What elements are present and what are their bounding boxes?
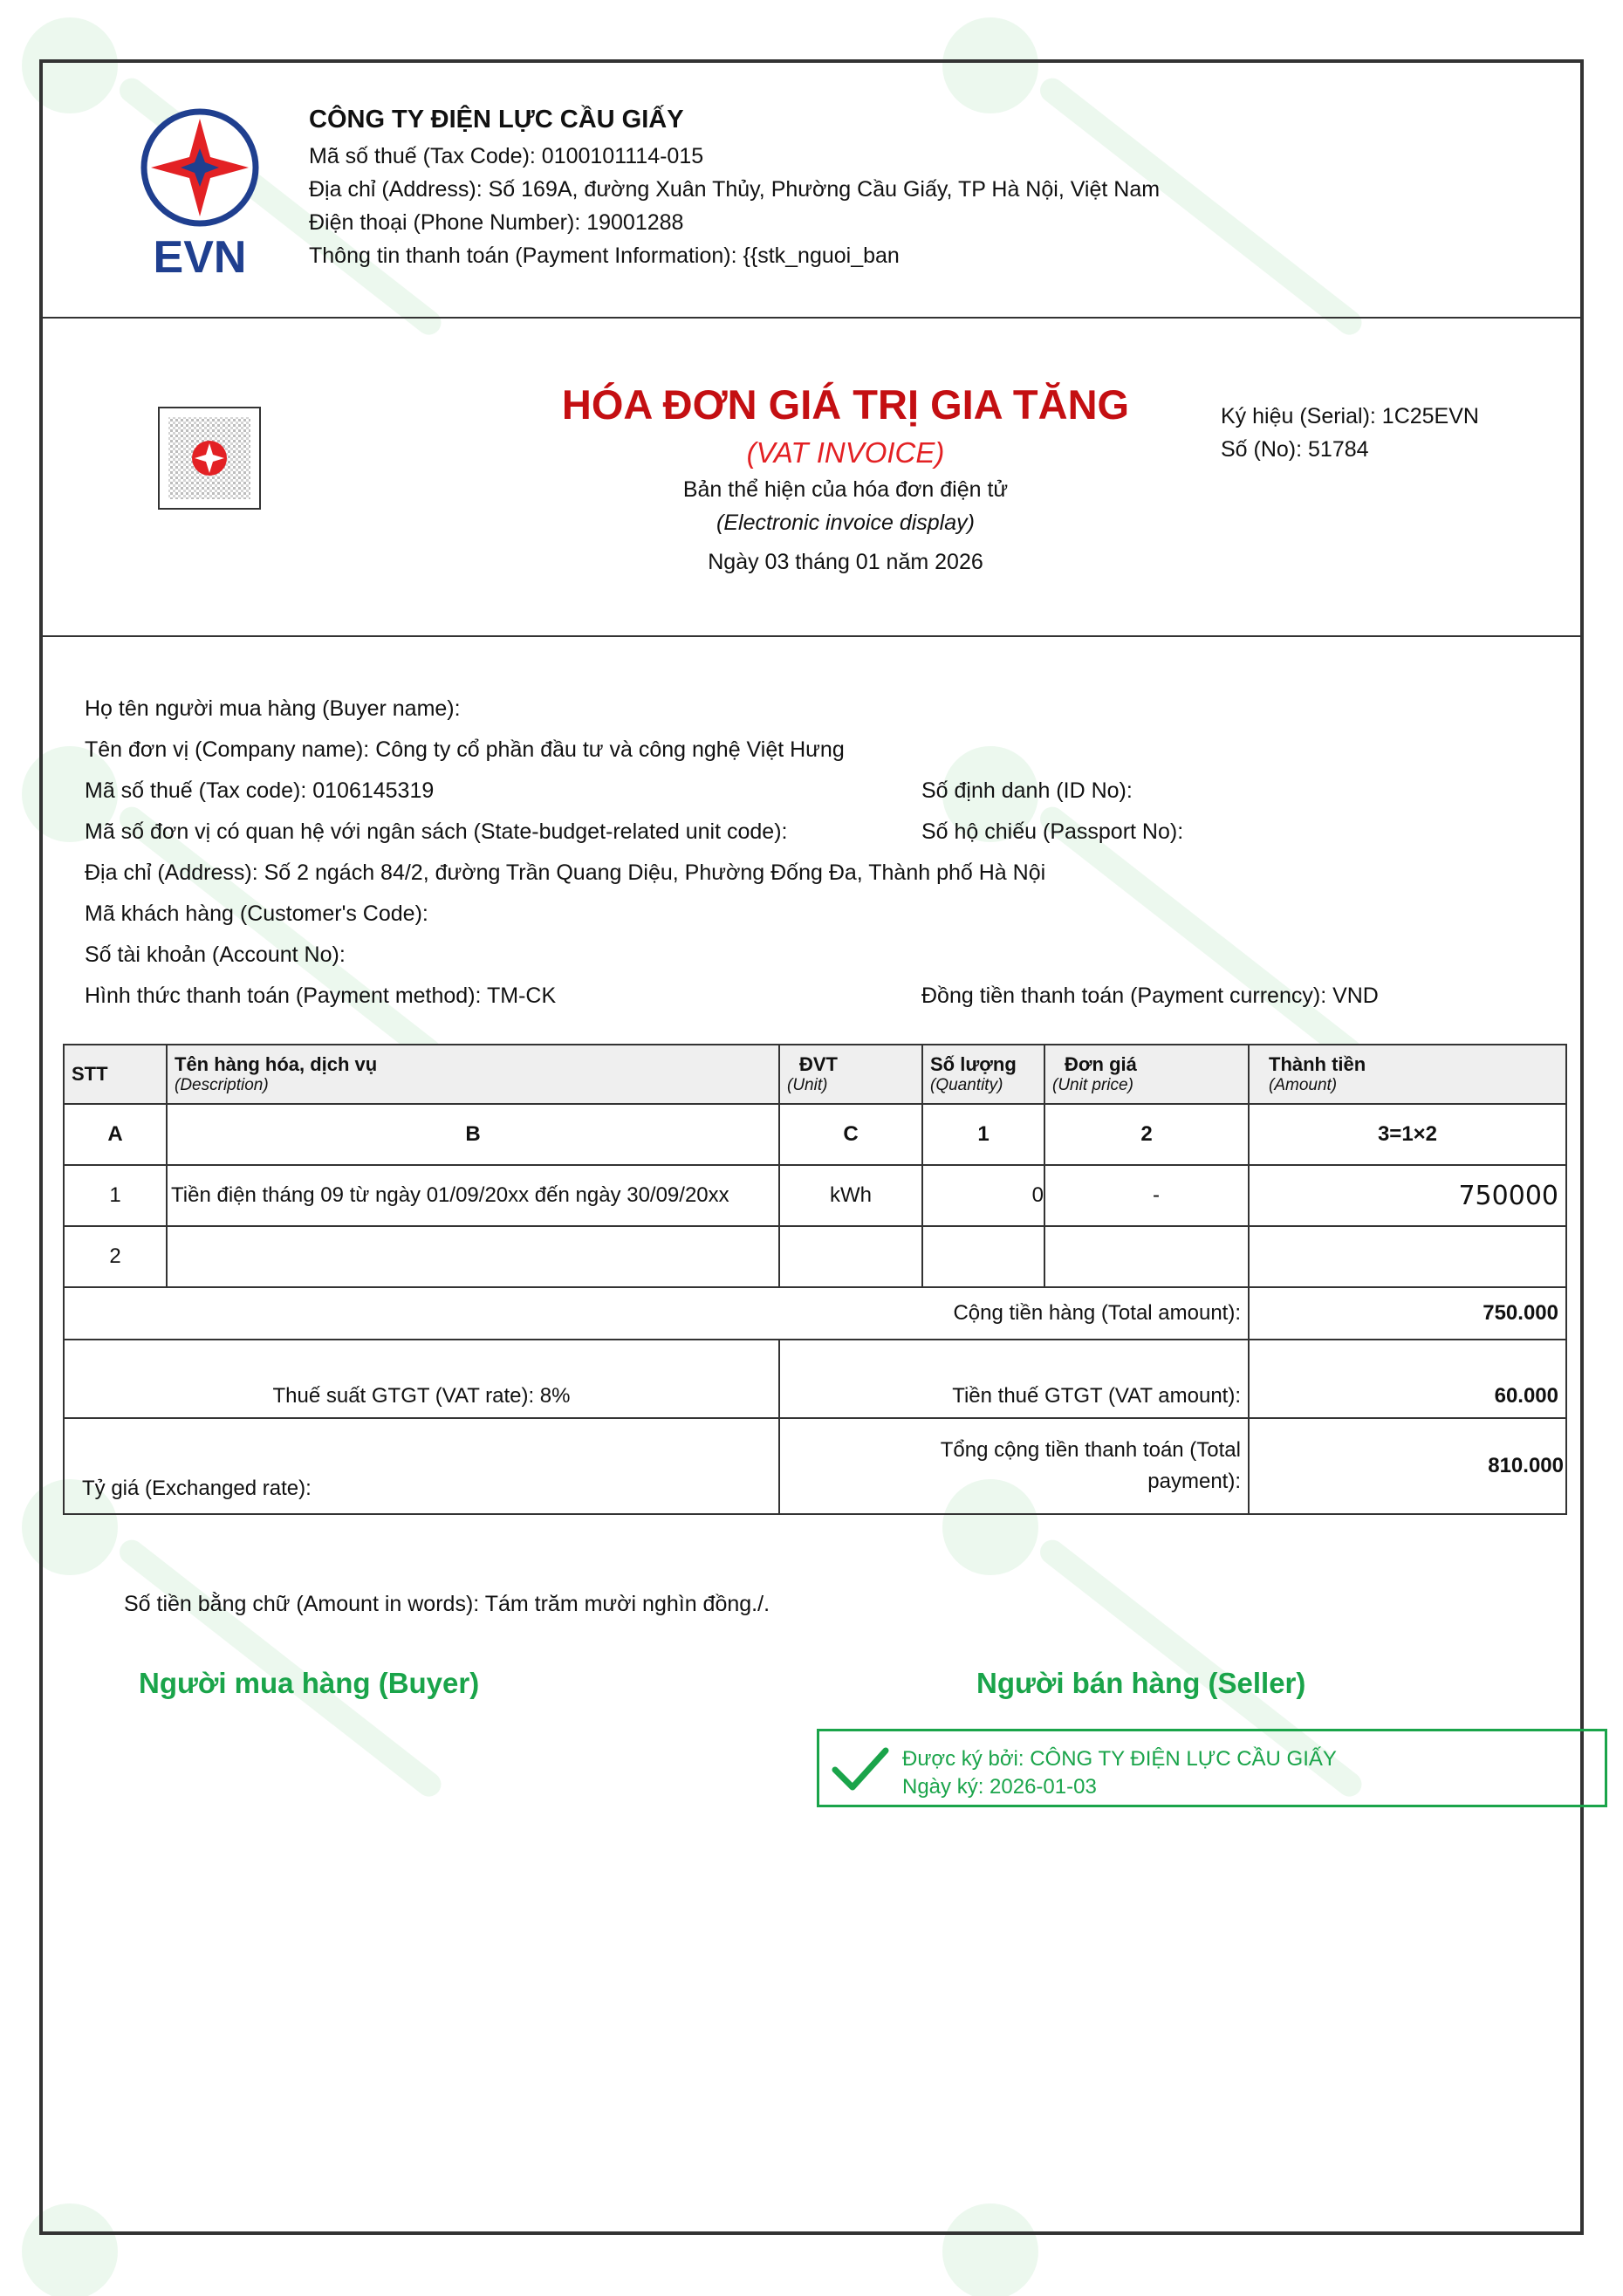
seller-payment-info: Thông tin thanh toán (Payment Information): {{stk_nguoi_ban (309, 243, 900, 268)
total-payment-label: Tổng cộng tiền thanh toán (Total payment): (779, 1418, 1249, 1514)
col-header-description: Tên hàng hóa, dịch vụ (Description) (167, 1045, 779, 1104)
evn-logo-text: EVN (153, 232, 247, 279)
invoice-subtitle: (VAT INVOICE) (746, 436, 945, 469)
digital-signature-box (817, 1729, 1607, 1807)
invoice-frame (39, 59, 1584, 2235)
table-index-row (64, 1104, 1566, 1165)
payment-row (64, 1418, 1566, 1514)
exchange-rate: Tỷ giá (Exchanged rate): (64, 1418, 779, 1514)
row-quantity (922, 1226, 1044, 1287)
index-cell: A (64, 1104, 167, 1165)
seller-signature-title: Người bán hàng (Seller) (976, 1667, 1306, 1699)
row-unit: kWh (779, 1165, 922, 1226)
buyer-customer-code: Mã khách hàng (Customer's Code): (85, 901, 428, 926)
index-cell: B (167, 1104, 779, 1165)
buyer-id-no: Số định danh (ID No): (921, 778, 1133, 803)
invoice-date: Ngày 03 tháng 01 năm 2026 (708, 550, 983, 574)
vat-amount-label: Tiền thuế GTGT (VAT amount): (779, 1340, 1249, 1418)
row-unit-price (1044, 1226, 1249, 1287)
col-header-stt: STT (64, 1045, 167, 1104)
col-header-unit-price: Đơn giá (Unit price) (1044, 1045, 1249, 1104)
divider (43, 317, 1580, 319)
row-quantity: 0 (922, 1165, 1044, 1226)
row-unit-price: - (1044, 1165, 1249, 1226)
row-unit (779, 1226, 922, 1287)
table-header-row (64, 1045, 1566, 1104)
buyer-address: Địa chỉ (Address): Số 2 ngách 84/2, đường Trần Quang Diệu, Phường Đống Đa, Thành phố Hà Nội (85, 860, 1046, 885)
row-amount (1249, 1226, 1566, 1287)
col-header-unit: ĐVT (Unit) (779, 1045, 922, 1104)
total-row (64, 1287, 1566, 1340)
invoice-number: Số (No): 51784 (1221, 437, 1369, 462)
seller-address: Địa chỉ (Address): Số 169A, đường Xuân Thủy, Phường Cầu Giấy, TP Hà Nội, Việt Nam (309, 177, 1161, 202)
invoice-title: HÓA ĐƠN GIÁ TRỊ GIA TĂNG (561, 381, 1130, 428)
buyer-tax-code: Mã số thuế (Tax code): 0106145319 (85, 778, 435, 803)
buyer-name: Họ tên người mua hàng (Buyer name): (85, 696, 461, 721)
row-amount: 750000 (1249, 1165, 1566, 1226)
evn-logo (126, 105, 274, 288)
display-note-vi: Bản thể hiện của hóa đơn điện tử (682, 477, 1009, 502)
col-header-quantity: Số lượng (Quantity) (922, 1045, 1044, 1104)
seller-info (309, 99, 1160, 272)
display-note-en: (Electronic invoice display) (716, 511, 975, 535)
vat-amount-value: 60.000 (1249, 1340, 1566, 1418)
index-cell: 1 (922, 1104, 1044, 1165)
buyer-signature-title: Người mua hàng (Buyer) (139, 1667, 480, 1699)
buyer-currency: Đồng tiền thanh toán (Payment currency): VND (921, 984, 1379, 1008)
amount-in-words: Số tiền bằng chữ (Amount in words): Tám trăm mười nghìn đồng./. (124, 1592, 770, 1616)
col-header-amount: Thành tiền (Amount) (1249, 1045, 1566, 1104)
total-payment-value: 810.000 (1249, 1418, 1566, 1514)
index-cell: 3=1×2 (1249, 1104, 1566, 1165)
table-row (64, 1226, 1566, 1287)
total-label: Cộng tiền hàng (Total amount): (64, 1287, 1249, 1340)
signed-date: Ngày ký: 2026-01-03 (902, 1775, 1097, 1799)
table-row (64, 1165, 1566, 1226)
index-cell: 2 (1044, 1104, 1249, 1165)
vat-rate: Thuế suất GTGT (VAT rate): 8% (64, 1340, 779, 1418)
row-description: Tiền điện tháng 09 từ ngày 01/09/20xx đến ngày 30/09/20xx (167, 1165, 779, 1226)
seller-name: CÔNG TY ĐIỆN LỰC CẦU GIẤY (309, 106, 684, 134)
invoice-serial: Ký hiệu (Serial): 1C25EVN (1221, 404, 1479, 428)
row-stt: 2 (64, 1226, 167, 1287)
divider (43, 635, 1580, 637)
total-value: 750.000 (1249, 1287, 1566, 1340)
checkmark-icon (830, 1744, 891, 1796)
vat-row (64, 1340, 1566, 1418)
qr-code (158, 407, 261, 510)
signed-by: Được ký bởi: CÔNG TY ĐIỆN LỰC CẦU GIẤY (902, 1747, 1337, 1771)
seller-tax-code: Mã số thuế (Tax Code): 0100101114-015 (309, 144, 704, 168)
buyer-passport: Số hộ chiếu (Passport No): (921, 819, 1184, 844)
buyer-budget-code: Mã số đơn vị có quan hệ với ngân sách (State-budget-related unit code): (85, 819, 788, 844)
items-table (63, 1044, 1567, 1515)
buyer-payment-method: Hình thức thanh toán (Payment method): TM-CK (85, 984, 557, 1008)
invoice-title-block (435, 377, 1256, 579)
row-stt: 1 (64, 1165, 167, 1226)
row-description (167, 1226, 779, 1287)
buyer-company: Tên đơn vị (Company name): Công ty cổ phần đầu tư và công nghệ Việt Hưng (85, 737, 845, 762)
seller-phone: Điện thoại (Phone Number): 19001288 (309, 210, 684, 235)
invoice-serial-block (1221, 400, 1479, 466)
index-cell: C (779, 1104, 922, 1165)
buyer-account-no: Số tài khoản (Account No): (85, 942, 346, 967)
